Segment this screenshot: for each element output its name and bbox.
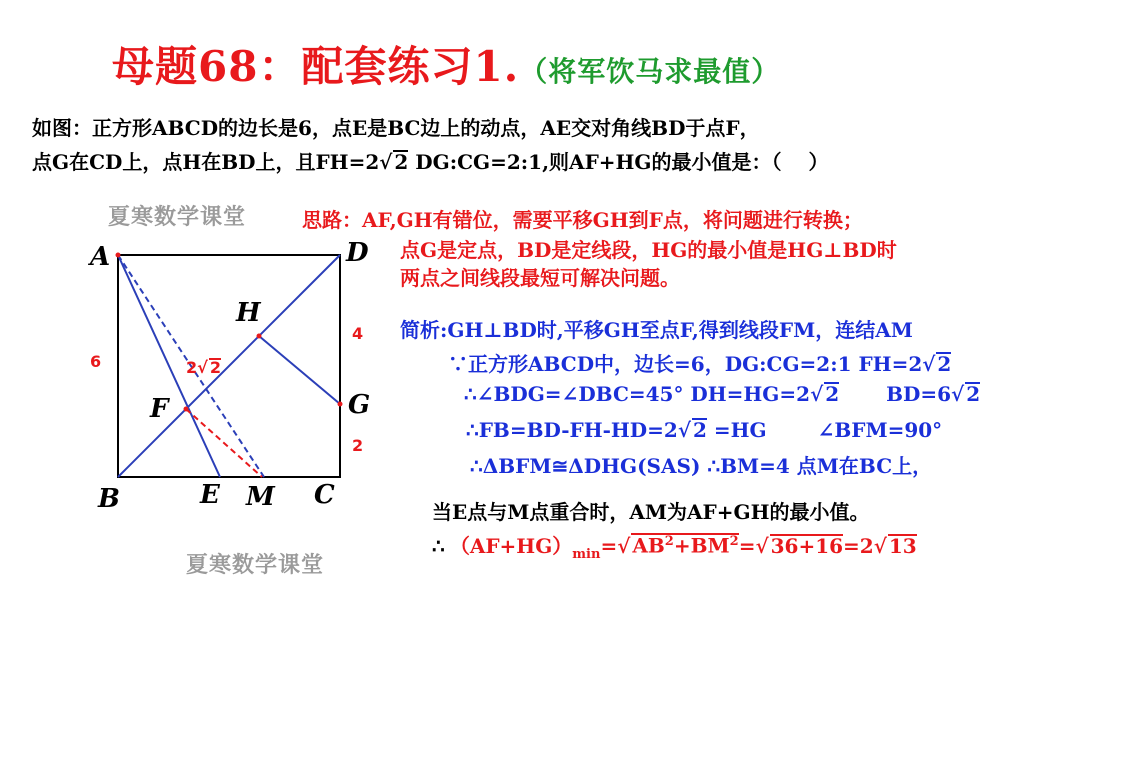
expr-sup: 2 [664,534,674,550]
diagonal-bd [118,255,340,477]
label-b: B [98,484,120,514]
title-main: 母题68：配套练习1. [112,42,520,91]
analysis-line-5: ∴ΔBFM≅ΔDHG(SAS) ∴BM=4 点M在BC上， [470,454,933,478]
label-g: G [348,390,371,420]
sqrt-2: 2 [394,150,409,174]
analysis-line-4: ∴FB=BD-FH-HD=2√ 2 =HG ∠BFM=90° [466,418,943,442]
sqrt-2: 2 [966,382,981,406]
conclusion-line-1: 当E点与M点重合时，AM为AF+GH的最小值。 [432,500,870,524]
label-d: D [346,238,369,268]
label-c: C [314,480,335,510]
expr-text: AB [632,534,665,558]
analysis-line-3: ∴∠BDG=∠DBC=45° DH=HG=2√ 2 BD=6√ 2 [464,382,981,406]
problem-text: 点G在CD上，点H在BD上，且FH=2 [32,150,380,174]
sqrt-2: 2 [692,418,707,442]
label-m: M [246,482,275,512]
label-f: F [150,394,169,424]
expr-text: （AF+HG） [449,534,573,558]
fh-text: 2 [186,358,198,377]
point-g [338,402,343,407]
sqrt-2: 2 [937,352,952,376]
segment-fm-dashed [186,409,262,477]
expr-text: = [738,534,756,558]
sqrt-2: 2 [825,382,840,406]
watermark-top: 夏寒数学课堂 [108,204,247,230]
thinking-line-2: 点G是定点，BD是定线段，HG的最小值是HG⊥BD时 [400,238,897,262]
problem-line-1: 如图：正方形ABCD的边长是6，点E是BC边上的动点，AE交对角线BD于点F， [32,116,760,140]
analysis-text: ∴∠BDG=∠DBC=45° DH=HG=2 [464,382,811,406]
label-e: E [200,480,220,510]
expr-sup: 2 [729,534,739,550]
thinking-line-3: 两点之间线段最短可解决问题。 [400,266,680,290]
thinking-line-1: 思路：AF,GH有错位，需要平移GH到F点，将问题进行转换； [302,208,863,232]
expr-text: +BM [673,534,730,558]
side-length-left: 6 [90,352,102,371]
expr-text: = [600,534,618,558]
analysis-text: ∵正方形ABCD中，边长=6，DG:CG=2:1 FH=2 [448,352,923,376]
analysis-line-1: 简析:GH⊥BD时,平移GH至点F,得到线段FM，连结AM [400,318,913,342]
point-f [184,407,189,412]
analysis-text: ∴FB=BD-FH-HD=2 [466,418,678,442]
analysis-line-2: ∵正方形ABCD中，边长=6，DG:CG=2:1 FH=2√ 2 [448,352,952,376]
watermark-bottom: 夏寒数学课堂 [186,552,325,578]
segment-hg [259,336,340,404]
sqrt-13: 13 [888,534,917,558]
problem-line-2: 点G在CD上，点H在BD上，且FH=2√ 2 DG:CG=2:1,则AF+HG的最小值是：（ ） [32,150,829,174]
therefore-symbol: ∴ [432,534,445,558]
label-a: A [90,242,111,272]
point-h [257,334,262,339]
title-subtitle: （将军饮马求最值） [519,55,781,88]
segment-dg-length: 4 [352,324,364,343]
analysis-text: ∠BFM=90° [817,418,943,442]
sqrt-2: 2 [209,358,221,377]
label-h: H [236,298,261,328]
sqrt-36-16: 36+16 [770,534,844,558]
point-a [116,253,121,258]
analysis-text: BD=6 [886,382,952,406]
fh-length-label: 2√ 2 [186,358,221,377]
analysis-text: =HG [706,418,767,442]
expr-subscript: min [572,547,601,562]
final-expression: $(AF+HG)_{min}=√$ $AB^2+BM^2=√$ 36+16=2√ 13 [449,534,917,562]
segment-gc-length: 2 [352,436,364,455]
expr-text: =2 [843,534,874,558]
problem-text: DG:CG=2:1,则AF+HG的最小值是：（ ） [408,150,829,174]
